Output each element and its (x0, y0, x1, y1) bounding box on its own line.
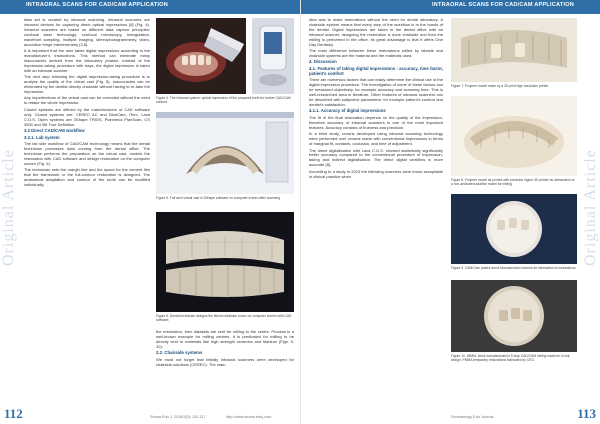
sidebar (582, 16, 600, 404)
figure-6-image (156, 212, 294, 312)
section-heading: 3.2 Direct CAD/CAM workflow (24, 128, 85, 133)
figure-6-caption: Figure 6. Dental technician designs the lithium disilicate crown on computer screen with CAD software. (156, 314, 292, 322)
footer-citation: Stoma Edu J. 2018;5(2): 110-117 (150, 415, 206, 419)
paragraph: The next step following the digital impression-taking procedure is to analyse the quality of the virtual cast (Fig. 5). Inaccuracies can be eliminated by the dentist directly chairside without having to re-take the impression. (24, 74, 150, 94)
paragraph: The fit of the final restoration depends on the quality of the impression, therefore accuracy of intraoral scanners is one of the most important features. Accuracy consists of trueness and precision. (309, 114, 443, 130)
text-column-1 (309, 18, 443, 402)
running-header: INTRAORAL SCANS FOR CAD/CAM APPLICATION (432, 2, 574, 8)
footer (0, 406, 300, 424)
figure-7-caption: Figure 7. Polymer model made by a 3D print high resolution printer. (451, 84, 550, 88)
pmma-block-photo (451, 280, 577, 352)
paragraph: the restoration, then datasets are sent for milling to the centre. Process is a well-known example for milling centres. It is predicated for milling to be directly sent to materials like high strength ceramics and titanium (Figs. 9, 10). (156, 330, 294, 349)
subsection-heading: 4.1.1. Accuracy of digital impressions (309, 108, 386, 114)
printed-model-photo (451, 96, 577, 176)
paragraph: In a blind study, crowns developed using intraoral scanning technology were performed over crowns made with conventional impressions in terms of marginal fit, contacts, occlusion, and time of adjustment. (309, 131, 443, 146)
footer-journal: Stomatology Edu Journal (451, 415, 494, 419)
paragraph: We must not forget that initially intraoral scanners were developed for chairside solutions (CEREC). The main (156, 356, 294, 367)
page-number: 113 (577, 406, 596, 421)
scanner-detail-photo (252, 18, 294, 94)
running-header: INTRAORAL SCANS FOR CAD/CAM APPLICATION (26, 2, 168, 8)
section-heading: 4. Discussion (309, 59, 337, 65)
page-number: 112 (4, 406, 23, 421)
zirconia-block-photo (451, 194, 577, 264)
polymer-model-photo (451, 18, 577, 82)
header-band (301, 0, 600, 14)
text-column-2 (156, 330, 294, 400)
virtual-cast-screen (156, 112, 294, 194)
header-band (0, 0, 300, 14)
figure-4-caption: Figure 4. The intraoral system: optical impression of the prepared teeth for further CAD/CAM method. (156, 96, 291, 104)
subsection-heading: 4.1. Features of taking digital impressions - accuracy, time factor, patient's comfort (309, 65, 443, 76)
crown-design-photo (156, 212, 294, 312)
figure-4-image (156, 18, 246, 94)
paragraph: It is important that the user takes digital impressions according to the manufacturer's instructions. This method can eliminate many inaccuracies derived from the laboratory phases. Instead of the impression-taking procedure with trays, the digital impression is taken with an intraoral scanner. (24, 48, 150, 73)
figure-9-image (451, 194, 577, 264)
figure-10-image (451, 280, 577, 352)
paragraph: According to a study in 2013 the following scanners were found acceptable in clinical practice when (309, 168, 443, 179)
footer-url: http://www.stoma.eduj.com (226, 415, 272, 419)
figure-5-caption: Figure 5. Full arch virtual cast in 3Shape software on computer screen after scanning. (156, 196, 281, 200)
sidebar-label: Original Article (0, 149, 17, 266)
figure-8-image (451, 96, 577, 176)
paragraph: The lab side workflow of CAD/CAM technology means that the dental technician processes data coming from the dental office. The technician performs the preparation on the virtual cast, models the restoration with CAD software and design restoration on the computer screen (Fig. 6). (24, 141, 150, 166)
paragraph: Any imperfections of the virtual cast can be corrected without the need to retake the whole impression. (24, 95, 150, 106)
paragraph: The technician sets the margin line and the space for the cement film that the framework or the full-contour restoration is designed. The anatomical adaptation and contour of the tooth can be modified individually. (24, 167, 150, 187)
sidebar (0, 16, 18, 404)
right-page (300, 0, 600, 424)
subsection-heading: 3.2.1. Lab system (24, 134, 60, 140)
paragraph: Closed systems are offered by the manufacturers of CAD software only. Closed systems are: CEREC AC and BlueCam, iTero, Lava C.O.S. Open systems are 3Shape TRIOS, Planmeca PlanScan, CS 3500 and 3M True Definition. (24, 106, 150, 127)
paragraph: The main difference between these restorations milled by labside and chairside systems are the material and the materials used. (309, 48, 443, 58)
figure-9-caption: Figure 9. CAM/Cam patent and a Manufactured zirconia for fabrication of restorations. (451, 266, 577, 270)
sidebar-label: Original Article (582, 149, 599, 266)
paragraph: idea was to make restorations without the need for dental laboratory. A chairside system means that every step of the workflow is in the hands of the dentist. Digital impressions are taken in the dental office with an intraoral scanner, designing the restoration is done chairside and then the milling is performed in the office. Its great advantage is that it offers One Day Dentistry. (309, 18, 443, 47)
footer (301, 406, 600, 424)
figure-7-image (451, 18, 577, 82)
paragraph: There are numerous factors that can easily determine the clinical use of the digital impression procedure. The investigation of some of these factors can be measured objectively, for example accuracy and scanning time. This is well-researched area in literature. Other features of intraoral scanners can be described with subjective parameters: for example patient's comfort and dentist's satisfaction. (309, 77, 443, 107)
figure-8-caption: Figure 8. Polymer model as printed with precision higher 3D printer as demanded rot a non-dedicated additive model for milling. (451, 178, 575, 186)
section-heading: 2.2. Chairside systems (156, 350, 203, 356)
paragraph: The direct digitalisation with Lava C.O.S. showed statistically significantly better accuracy compared to the conventional procedure of impression-taking and indirect digitalisation. The direct digital workflow is more accurate [8]. (309, 147, 443, 168)
scanner-photo (156, 18, 246, 94)
paragraph: data set is created by intraoral scanning. Intraoral scanners are intraoral devices for capturing direct optical impressions [8] (Fig. 4). Intraoral scanners are based on different data capture principles: confocal laser technology, confocal microscopy, triangulation, wavefront sampling, multiple imaging, stereophotogrammetry, video, accordion fringe interferometry [3,8]. (24, 18, 150, 47)
figure-4-detail (252, 18, 294, 94)
text-column-1 (24, 18, 150, 402)
figure-5-image (156, 112, 294, 194)
figure-10-caption: Figure 10. IMMM, block manufactured in 5 step CAD/CAM milling machine. A mill-design: PMMA temporary restorations fabricated by CEO. (451, 354, 571, 362)
